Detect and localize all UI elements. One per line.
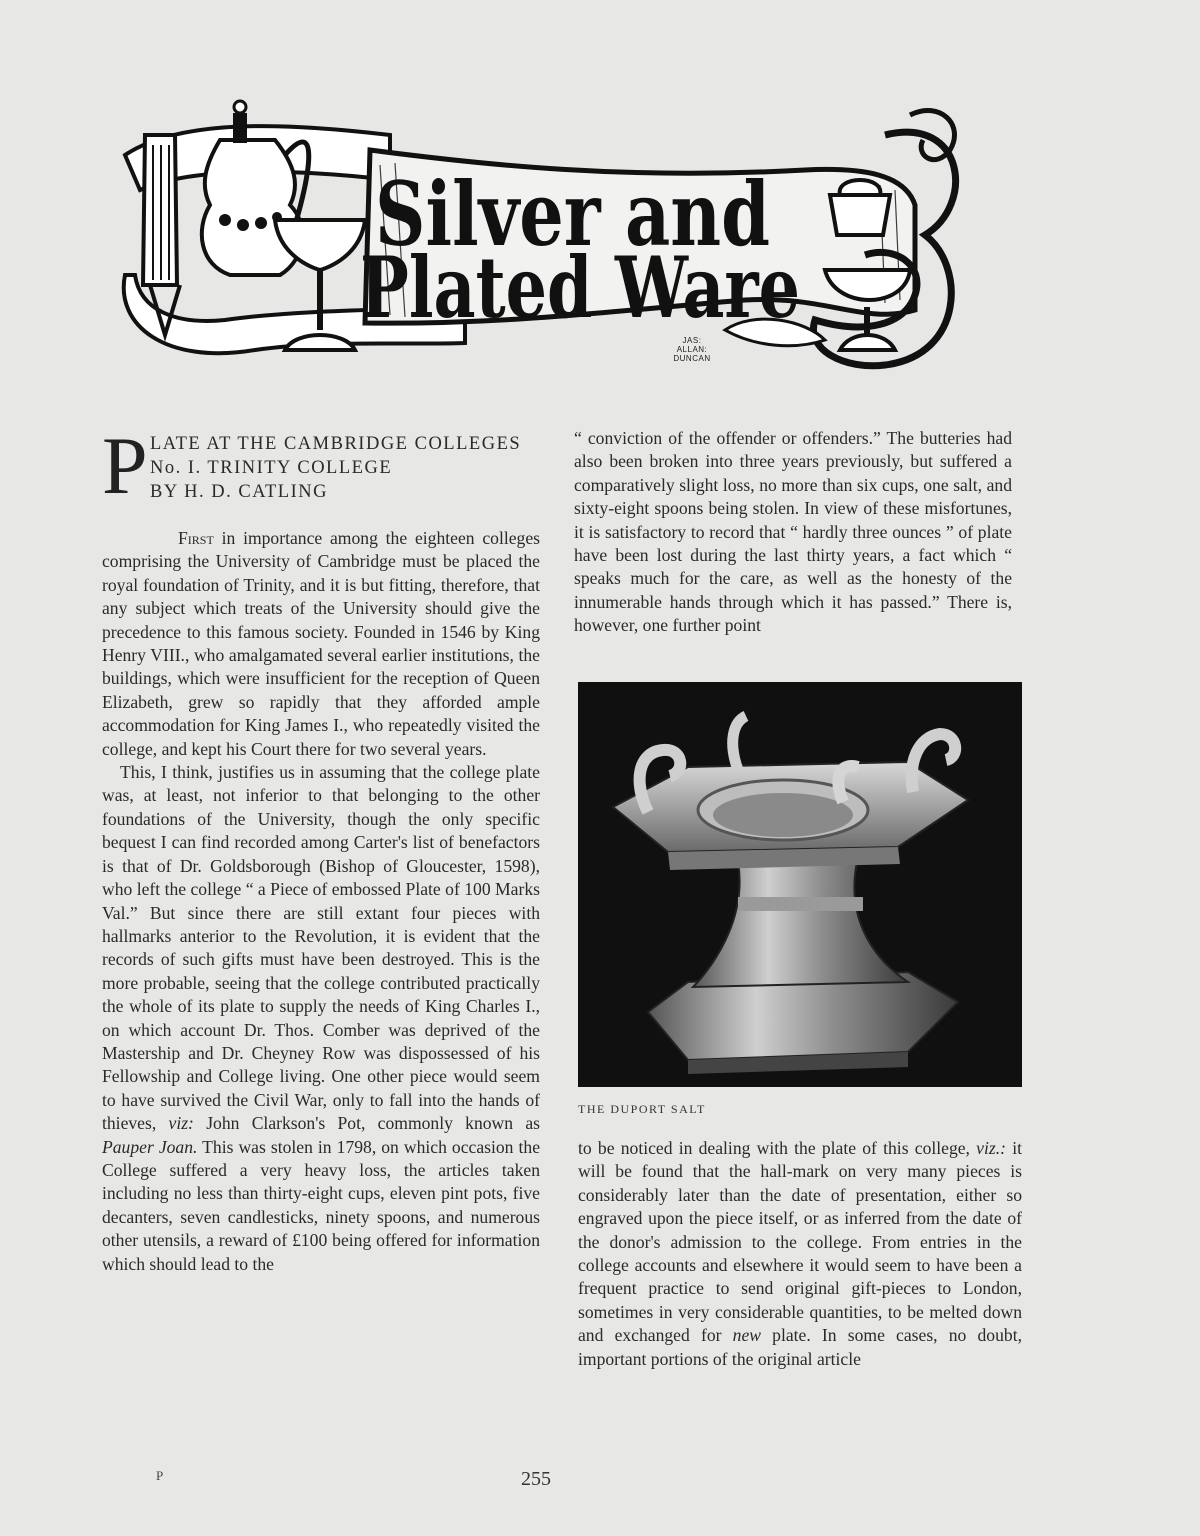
right-column-top — [574, 427, 1012, 638]
italic-text: new — [732, 1325, 761, 1346]
paragraph-text: it will be found that the hall-mark on very many pieces is considerably later than the date of presentation, either so engraved upon the piece itself, or as inferred from the date of the donor's admission to the college. From entries in the college accounts and elsewhere it would seem to have been a frequent practice to send original gift-pieces to London, sometimes in very considerable quantities, to be melted down and exchanged for — [578, 1138, 1022, 1346]
signature-line: DUNCAN — [673, 354, 711, 363]
paragraph-text: to be noticed in dealing with the plate of this college, — [578, 1138, 977, 1158]
right-column-bottom — [578, 1137, 1022, 1371]
italic-text: viz: — [168, 1113, 194, 1134]
left-column — [102, 527, 540, 1276]
artist-signature — [672, 336, 712, 363]
paragraph-continued — [578, 1137, 1022, 1371]
drop-cap: P — [102, 420, 148, 511]
signature-line: JAS: — [682, 336, 702, 345]
header-illustration — [105, 95, 965, 400]
paragraph-text: This was stolen in 1798, on which occasion the College suffered a very heavy loss, the articles taken including no less than thirty-eight cups, eleven pint pots, five decanters, seven candlesticks, ninety spoons, and numerous other utensils, a reward of £100 being offered for information which should lead to the — [102, 1136, 541, 1274]
photo-caption: THE DUPORT SALT — [578, 1102, 706, 1116]
title-line-1: Silver and — [375, 162, 770, 266]
page-number: 255 — [521, 1468, 551, 1490]
heading-line-series: LATE AT THE CAMBRIDGE COLLEGES — [150, 434, 522, 454]
article-heading — [102, 420, 542, 511]
heading-line-part: No. I. TRINITY COLLEGE — [150, 458, 393, 478]
paragraph-1 — [102, 527, 540, 761]
duport-salt-photo — [578, 682, 1022, 1087]
italic-text: viz.: — [976, 1138, 1006, 1158]
signature-line: ALLAN: — [676, 345, 708, 354]
paragraph-text: plate. In some cases, no doubt, important portions of the original article — [578, 1325, 1022, 1369]
lead-word: First — [178, 528, 214, 548]
paragraph-2 — [102, 761, 540, 1276]
heading-line-author: BY H. D. CATLING — [150, 482, 328, 502]
title-line-2: Plated Ware — [360, 238, 800, 337]
paragraph-text: in importance among the eighteen colleges comprising the University of Cambridge must be placed the royal foundation of Trinity, and it is but fitting, therefore, that any subject which treats of the University should give the precedence to this famous society. Founded in 1546 by King Henry VIII., who amalgamated several earlier institutions, the buildings, which were insufficient for the reception of Queen Elizabeth, grew so rapidly that they afforded ample accommodation for King James I., who repeatedly visited the college, and kept his Court there for two several years. — [102, 528, 540, 759]
paragraph-text: John Clarkson's Pot, commonly known as — [193, 1113, 540, 1134]
italic-text: Pauper Joan. — [102, 1136, 198, 1157]
paragraph-text: This, I think, justifies us in assuming that the college plate was, at least, not inferior to that belonging to the other foundations of the University, though the only specific bequest I can find recorded among Carter's list of benefactors is that of Dr. Goldsborough (Bishop of Gloucester, 1598), who left the college “ a Piece of embossed Plate of 100 Marks Val.” But since there are still extant four pieces with hallmarks anterior to the Revolution, it is evident that the records of such gifts must have been destroyed. This is the more probable, seeing that the college contributed practically the whole of its plate to supply the needs of King Charles I., on which account Dr. Thos. Comber was deprived of the Mastership and Dr. Cheyney Row was dispossessed of his Fellowship and College living. One other piece would seem to have survived the Civil War, only to fall into the hands of thieves, — [102, 762, 540, 1134]
paragraph-continued: “ conviction of the offender or offenders.” The butteries had also been broken into three years previously, but suffered a comparatively slight loss, no more than six cups, one salt, and sixty-eight spoons being stolen. In view of these misfortunes, it is satisfactory to record that “ hardly three ounces ” of plate have been lost during the last thirty years, a fact which “ speaks much for the care, as well as the honesty of the innumerable hands through which it has passed.” There is, however, one further point — [574, 428, 1012, 636]
printer-signature-mark: P — [156, 1468, 164, 1483]
